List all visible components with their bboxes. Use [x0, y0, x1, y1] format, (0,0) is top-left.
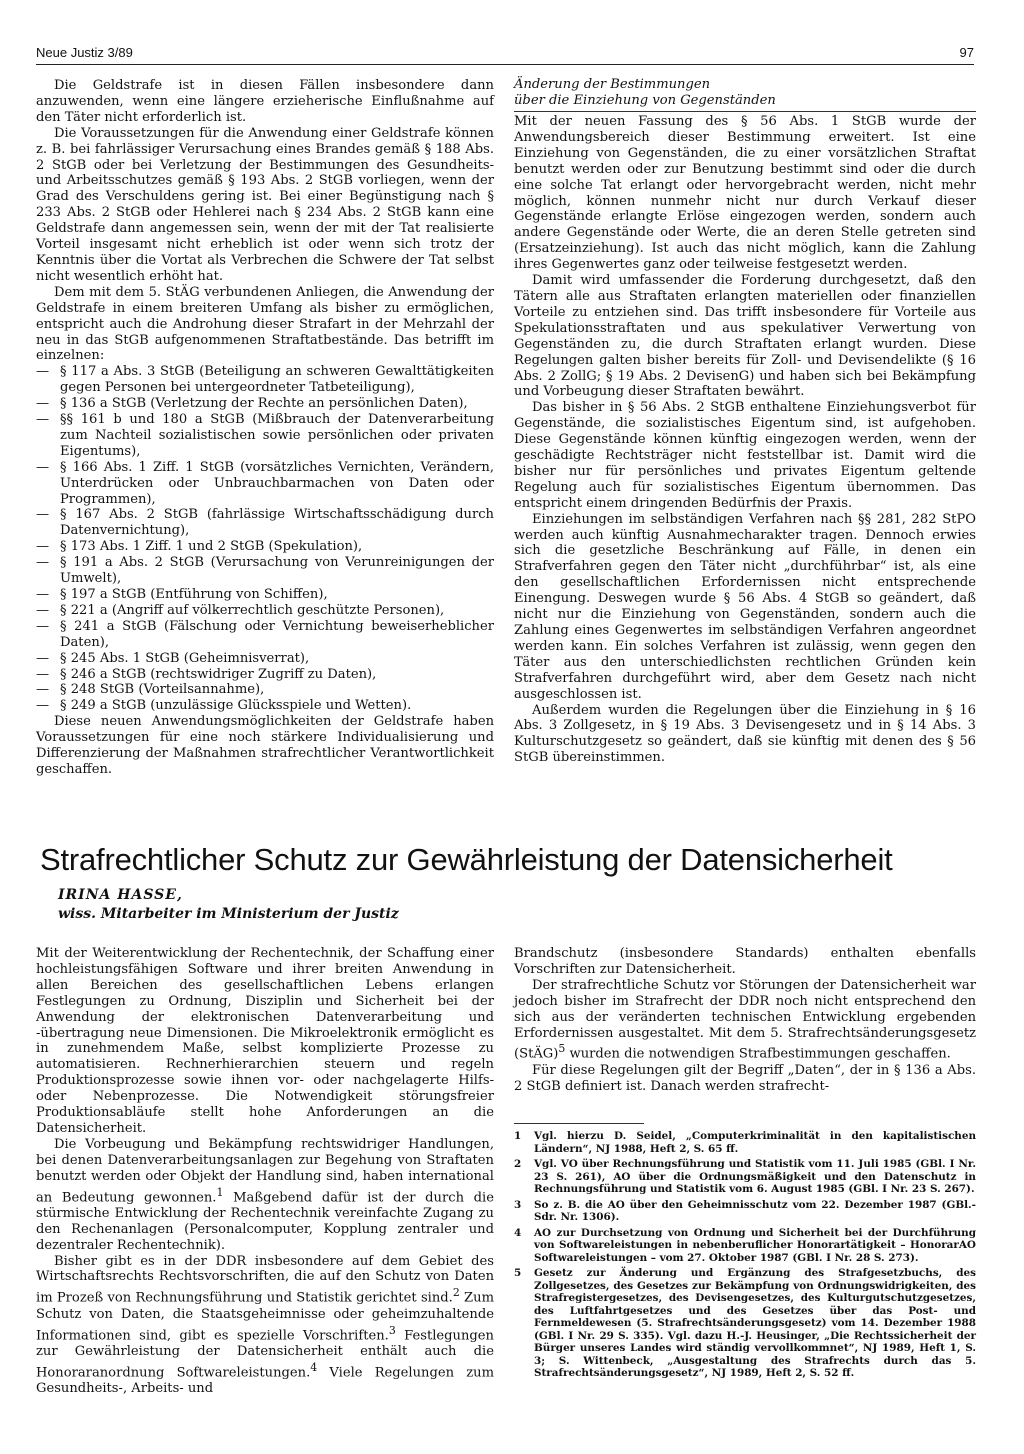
- paragraph: Die Geldstrafe ist in diesen Fällen insbesondere dann anzuwenden, wenn eine längere erzieherische Einflußnahme auf den Täter nicht erforderlich ist.: [36, 78, 494, 125]
- footnote-ref: 4: [310, 1360, 318, 1374]
- paragraph: Mit der neuen Fassung des § 56 Abs. 1 StGB wurde der Anwendungsbereich dieser Bestimmung erweitert. Ist eine Einziehung von Gegenständen, die zu einer vorsätzlichen Straftat benutzt werden oder zur Benutzung bestimmt sind oder die durch eine solche Tat erlangt oder hervorgebracht werden, nicht mehr möglich, können nunmehr nicht nur durch Verkauf dieser Gegenstände erlangte Erlöse eingezogen werden, sondern auch andere Gegenstände oder Werte, die an deren Stelle getreten sind (Ersatzeinziehung). Ist auch das nicht möglich, kann die Zahlung ihres Gegenwertes ganz oder teilweise festgesetzt werden.: [514, 114, 976, 273]
- list-item: — § 117 a Abs. 3 StGB (Beteiligung an schweren Gewalttätigkeiten gegen Personen bei untergeordneter Tatbeteiligung),: [36, 364, 494, 396]
- footnote-text: AO zur Durchsetzung von Ordnung und Sicherheit bei der Durchführung von Softwareleistungen in nebenberuflicher Honorartätigkeit – HonorarAO Softwareleistungen – vom 27. Oktober 1987 (GBl. I Nr. 28 S. 273).: [534, 1226, 976, 1264]
- footnote-text: Vgl. hierzu D. Seidel, „Computerkriminalität in den kapitalistischen Ländern“, NJ 1988, Heft 2, S. 65 ff.: [534, 1130, 976, 1155]
- footnote-number: 1: [514, 1130, 522, 1142]
- paragraph: Für diese Regelungen gilt der Begriff „Daten“, der in § 136 a Abs. 2 StGB definiert ist. Danach werden strafrecht-: [514, 1062, 976, 1094]
- footnote-ref: 3: [388, 1323, 396, 1337]
- paragraph: Die Voraussetzungen für die Anwendung einer Geldstrafe können z. B. bei fahrlässiger Verursachung eines Brandes gemäß § 188 Abs. 2 StGB oder bei Verletzung der Bestimmungen des Gesundheits- und Arbeitsschutzes gemäß § 193 Abs. 2 StGB vorliegen, wenn der Grad des Verschuldens gering ist. Bei einer Begünstigung nach § 233 Abs. 2 StGB oder Hehlerei nach § 234 Abs. 2 StGB kann eine Geldstrafe dann angemessen sein, wenn der mit der Tat realisierte Vorteil insgesamt nicht erheblich ist oder wenn sich trotz der Kenntnis über die Vortat als Verbrechen die Schwere der Tat selbst nicht wesentlich erhöht hat.: [36, 125, 494, 284]
- footnote-rule: [514, 1123, 644, 1124]
- article-title: Strafrechtlicher Schutz zur Gewährleistung der Datensicherheit: [40, 842, 893, 877]
- list-item: — § 248 StGB (Vorteilsannahme),: [36, 682, 494, 698]
- list-item: — § 241 a StGB (Fälschung oder Vernichtung beweiserheblicher Daten),: [36, 619, 494, 651]
- list-item: — § 191 a Abs. 2 StGB (Verursachung von Verunreinigungen der Umwelt),: [36, 555, 494, 587]
- author-name: IRINA HASSE,: [58, 887, 183, 903]
- footnote-text: So z. B. die AO über den Geheimnisschutz vom 22. Dezember 1987 (GBl.-Sdr. Nr. 1306).: [534, 1198, 976, 1223]
- list-item: — § 173 Abs. 1 Ziff. 1 und 2 StGB (Spekulation),: [36, 539, 494, 555]
- heading-rule: [514, 111, 976, 112]
- page-number: 97: [959, 45, 974, 60]
- paragraph: Die Vorbeugung und Bekämpfung rechtswidriger Handlungen, bei denen Datenverarbeitungsanlagen zur Begehung von Straftaten benutzt werden oder Objekt der Handlung sind, haben international an Bedeutung gewonnen.$^1$ Maßgebend dafür ist der durch die stürmische Entwicklung der Rechentechnik vereinfachte Zugang zu den Rechenanlagen (Personalcomputer, Kopplung zentraler und dezentraler Rechentechnik).: [36, 1136, 494, 1253]
- journal-issue: Neue Justiz 3/89: [36, 45, 133, 60]
- paragraph: Dem mit dem 5. StÄG verbundenen Anliegen, die Anwendung der Geldstrafe in einem breiteren Umfang als bisher zu ermöglichen, entspricht auch die Androhung dieser Strafart in der Mehrzahl der neu in das StGB aufgenommenen Straftatbestände. Das betrifft im einzelnen:: [36, 284, 494, 364]
- footnote-text: Vgl. VO über Rechnungsführung und Statistik vom 11. Juli 1985 (GBl. I Nr. 23 S. 261), AO über die Ordnungsmäßigkeit und den Datenschutz in Rechnungsführung und Statistik vom 6. August 1985 (GBl. I Nr. 23 S. 267).: [534, 1158, 976, 1195]
- right-column-top: [514, 77, 976, 766]
- list-item: — § 221 a (Angriff auf völkerrechtlich geschützte Personen),: [36, 603, 494, 619]
- footnote-number: 2: [514, 1158, 522, 1170]
- offense-list: [36, 364, 494, 714]
- list-item: — § 197 a StGB (Entführung von Schiffen),: [36, 587, 494, 603]
- list-item: — § 167 Abs. 2 StGB (fahrlässige Wirtschaftsschädigung durch Datenvernichtung),: [36, 507, 494, 539]
- list-item: — § 246 a StGB (rechtswidriger Zugriff zu Daten),: [36, 667, 494, 683]
- footnotes: [514, 1123, 976, 1383]
- list-item: — § 166 Abs. 1 Ziff. 1 StGB (vorsätzliches Vernichten, Verändern, Unterdrücken oder Unbrauchbarmachen von Daten oder Programmen),: [36, 460, 494, 508]
- paragraph: Diese neuen Anwendungsmöglichkeiten der Geldstrafe haben Voraussetzungen für eine noch stärkere Individualisierung und Differenzierung der Maßnahmen strafrechtlicher Verantwortlichkeit geschaffen.: [36, 714, 494, 777]
- paragraph: Bisher gibt es in der DDR insbesondere auf dem Gebiet des Wirtschaftsrechts Rechtsvorschriften, die auf den Schutz von Daten im Prozeß von Rechnungsführung und Statistik gerichtet sind.$^2$ Zum Schutz von Daten, die Staatsgeheimnisse oder geheimzuhaltende Informationen sind, gibt es spezielle Vorschriften.$^3$ Festlegungen zur Gewährleistung der Datensicherheit enthält auch die Honoraranordnung Softwareleistungen.$^4$ Viele Regelungen zum Gesundheits-, Arbeits- und: [36, 1253, 494, 1396]
- footnote: [514, 1267, 976, 1380]
- author-role: wiss. Mitarbeiter im Ministerium der Justiz: [58, 906, 399, 922]
- paragraph: Mit der Weiterentwicklung der Rechentechnik, der Schaffung einer hochleistungsfähigen Software und ihrer breiten Anwendung in allen Bereichen des gesellschaftlichen Lebens erlangen Festlegungen zu Ordnung, Disziplin und Sicherheit bei der Anwendung der elektronischen Datenverarbeitung und -übertragung neue Dimensionen. Die Mikroelektronik ermöglicht es in zunehmendem Maße, selbst komplizierte Prozesse zu automatisieren. Rechnerhierarchien steuern und regeln Produktionsprozesse sowie ihnen vor- oder nachgelagerte Hilfs- oder Nebenprozesse. Die Notwendigkeit störungsfreier Produktionsabläufe stellt hohe Anforderungen an die Datensicherheit.: [36, 946, 494, 1136]
- right-column-bottom: [514, 946, 976, 1095]
- paragraph: Einziehungen im selbständigen Verfahren nach §§ 281, 282 StPO werden auch künftig Ausnahmecharakter tragen. Dennoch erwies sich die gesetzliche Beschränkung auf Fälle, in denen ein Strafverfahren gegen den Täter nicht „durchführbar“ ist, als eine den gesellschaftlichen Erfordernissen nicht entsprechende Einengung. Deswegen wurde § 56 Abs. 4 StGB so geändert, daß nicht nur die Einziehung von Gegenständen, sondern auch die Zahlung eines Gegenwertes im selbständigen Verfahren angeordnet werden kann. Ein solches Verfahren ist zulässig, wenn gegen den Täter aus den unterschiedlichsten rechtlichen Gründen kein Strafverfahren durchgeführt wird, aber dem Gesetz nach nicht ausgeschlossen ist.: [514, 511, 976, 702]
- paragraph: Außerdem wurden die Regelungen über die Einziehung in § 16 Abs. 3 Zollgesetz, in § 19 Abs. 3 Devisengesetz und in § 14 Abs. 3 Kulturschutzgesetz so geändert, daß sie künftig mit denen des § 56 StGB übereinstimmen.: [514, 702, 976, 766]
- footnote-number: 5: [514, 1267, 522, 1279]
- list-item: — § 245 Abs. 1 StGB (Geheimnisverrat),: [36, 651, 494, 667]
- paragraph: Der strafrechtliche Schutz vor Störungen der Datensicherheit war jedoch bisher im Strafrecht der DDR noch nicht entsprechend den sich aus der veränderten technischen Entwicklung ergebenden Erfordernissen ausgestaltet. Mit dem 5. Strafrechtsänderungsgesetz (StÄG)$^5$ wurden die notwendigen Strafbestimmungen geschaffen.: [514, 977, 976, 1062]
- paragraph: Brandschutz (insbesondere Standards) enthalten ebenfalls Vorschriften zur Datensicherheit.: [514, 946, 976, 977]
- paragraph: Damit wird umfassender die Forderung durchgesetzt, daß den Tätern alle aus Straftaten erlangten materiellen oder finanziellen Vorteile zu entziehen sind. Das trifft insbesondere für Vorteile aus Spekulationsstraftaten und aus spekulativer Verwertung von Gegenständen zu, die durch Straftaten erlangt wurden. Diese Regelungen galten bisher bereits für Zoll- und Devisendelikte (§ 16 Abs. 2 ZollG; § 19 Abs. 2 DevisenG) und haben sich bei Bekämpfung und Vorbeugung dieser Straftaten bewährt.: [514, 273, 976, 400]
- footnote-ref: 5: [558, 1042, 566, 1056]
- footnote-number: 4: [514, 1226, 522, 1239]
- footnote-number: 3: [514, 1198, 522, 1211]
- page-header: [36, 44, 974, 65]
- list-item: — §§ 161 b und 180 a StGB (Mißbrauch der Datenverarbeitung zum Nachteil sozialistischen sowie persönlichen oder privaten Eigentums),: [36, 412, 494, 460]
- list-item: — § 136 a StGB (Verletzung der Rechte an persönlichen Daten),: [36, 396, 494, 412]
- footnote-ref: 2: [452, 1286, 460, 1300]
- author-block: [58, 886, 399, 924]
- left-column-top: [36, 78, 494, 778]
- footnote-ref: 1: [216, 1185, 224, 1199]
- footnote-text: Gesetz zur Änderung und Ergänzung des Strafgesetzbuchs, des Zollgesetzes, des Gesetzes zur Bekämpfung von Ordnungswidrigkeiten, des Strafregistergesetzes, des Devisengesetzes, des Kulturgutschutzgesetzes, des Luftfahrtgesetzes und des Gesetzes über das Post- und Fernmeldewesen (5. Strafrechtsänderungsgesetz) vom 14. Dezember 1988 (GBl. I Nr. 29 S. 335). Vgl. dazu H.-J. Heusinger, „Die Rechtssicherheit der Bürger unseres Landes wird ständig vervollkommnet“, NJ 1989, Heft 1, S. 3; S. Wittenbeck, „Ausgestaltung des Strafrechts durch das 5. Strafrechtsänderungsgesetz“, NJ 1989, Heft 2, S. 52 ff.: [534, 1267, 976, 1379]
- list-item: — § 249 a StGB (unzulässige Glücksspiele und Wetten).: [36, 698, 494, 714]
- footnote: [514, 1227, 976, 1265]
- section-heading: Änderung der Bestimmungen über die Einziehung von Gegenständen: [514, 77, 976, 112]
- footnote: [514, 1130, 976, 1155]
- footnote: [514, 1199, 976, 1224]
- paragraph: Das bisher in § 56 Abs. 2 StGB enthaltene Einziehungsverbot für Gegenstände, die sozialistisches Eigentum sind, ist aufgehoben. Diese Gegenstände können künftig eingezogen werden, wenn der geschädigte Rechtsträger nicht feststellbar ist. Damit wird die bisher nur für persönliches und privates Eigentum geltende Regelung auch für sozialistisches Eigentum übernommen. Das entspricht einem dringenden Bedürfnis der Praxis.: [514, 400, 976, 511]
- left-column-bottom: [36, 946, 494, 1397]
- footnote: [514, 1158, 976, 1196]
